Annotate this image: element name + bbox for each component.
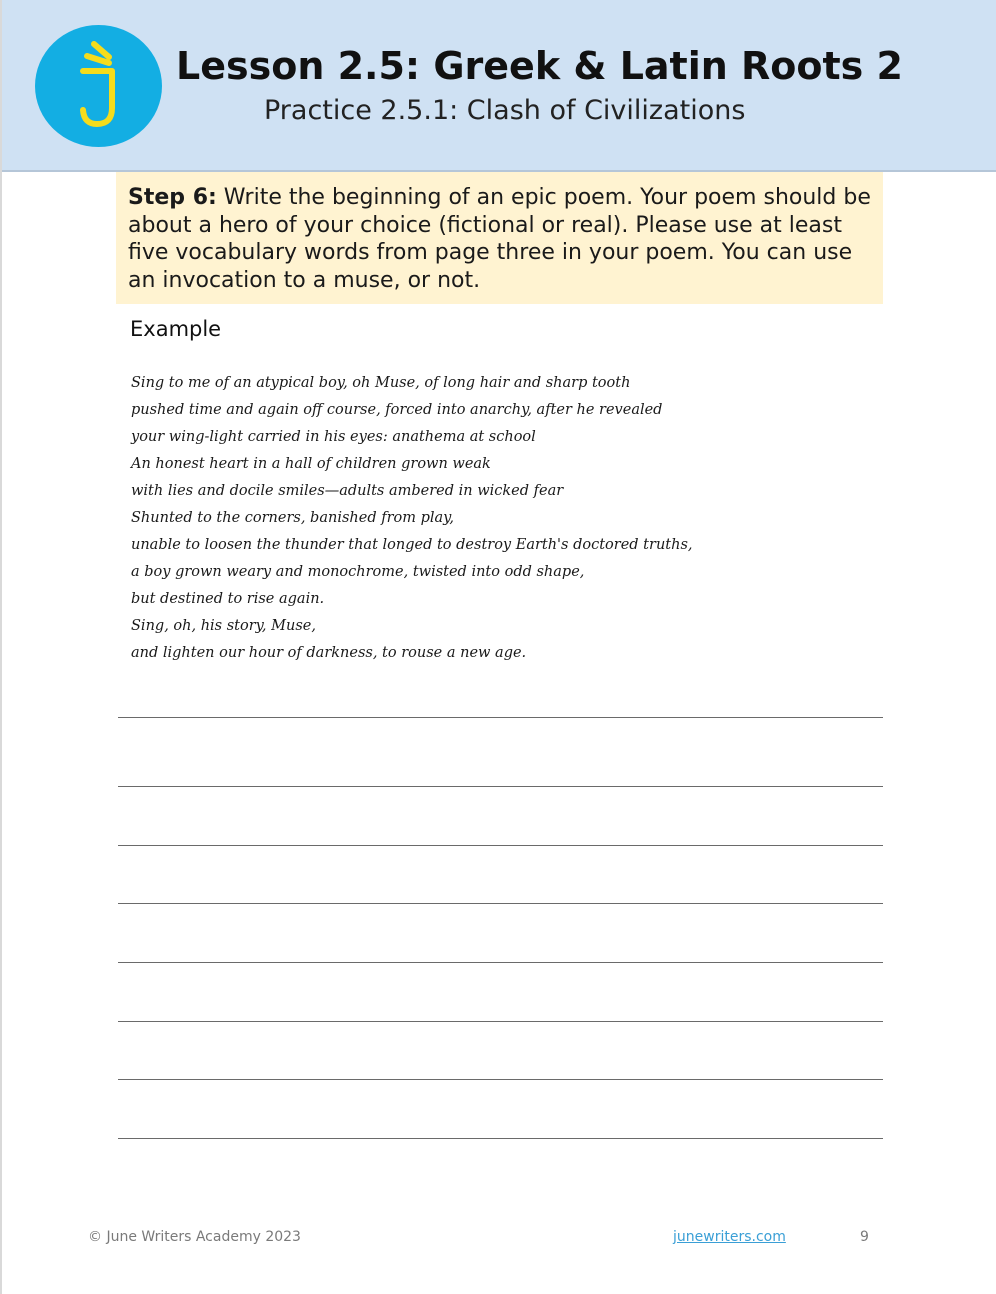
poem-line: Sing, oh, his story, Muse, — [131, 618, 316, 634]
footer-website-link[interactable]: junewriters.com — [673, 1229, 786, 1245]
step-instructions-box — [116, 172, 883, 304]
writing-line[interactable] — [118, 786, 883, 787]
poem-line: and lighten our hour of darkness, to rouse a new age. — [131, 645, 527, 661]
poem-line: pushed time and again off course, forced into anarchy, after he revealed — [131, 402, 663, 418]
writing-line[interactable] — [118, 717, 883, 718]
writing-line[interactable] — [118, 1079, 883, 1080]
writing-line[interactable] — [118, 1138, 883, 1139]
example-heading: Example — [130, 317, 222, 341]
footer-copyright: © June Writers Academy 2023 — [88, 1229, 301, 1245]
poem-line: An honest heart in a hall of children grown weak — [131, 456, 491, 472]
step-text: Write the beginning of an epic poem. Your poem should be about a hero of your choice (fictional or real). Please use at least five vocabulary words from page three in your poem. You can use an invocation to a muse, or not. — [128, 185, 871, 293]
writing-line[interactable] — [118, 845, 883, 846]
practice-subtitle: Practice 2.5.1: Clash of Civilizations — [264, 95, 746, 126]
poem-line: with lies and docile smiles—adults ambered in wicked fear — [131, 483, 564, 499]
poem-line: a boy grown weary and monochrome, twisted into odd shape, — [131, 564, 585, 580]
step-instructions — [128, 184, 880, 294]
writing-line[interactable] — [118, 962, 883, 963]
poem-line: unable to loosen the thunder that longed to destroy Earth's doctored truths, — [131, 537, 693, 553]
poem-line: Shunted to the corners, banished from play, — [131, 510, 455, 526]
lesson-title: Lesson 2.5: Greek & Latin Roots 2 — [176, 44, 903, 88]
poem-line: your wing-light carried in his eyes: anathema at school — [131, 429, 536, 445]
step-label: Step 6: — [128, 185, 217, 210]
poem-line: but destined to rise again. — [131, 591, 325, 607]
poem-line: Sing to me of an atypical boy, oh Muse, of long hair and sharp tooth — [131, 375, 631, 391]
writing-line[interactable] — [118, 903, 883, 904]
page-left-border — [0, 0, 2, 1294]
june-writers-logo-icon — [35, 25, 162, 147]
example-poem — [131, 370, 891, 667]
page-number: 9 — [860, 1229, 869, 1245]
lesson-header — [2, 0, 996, 170]
writing-line[interactable] — [118, 1021, 883, 1022]
